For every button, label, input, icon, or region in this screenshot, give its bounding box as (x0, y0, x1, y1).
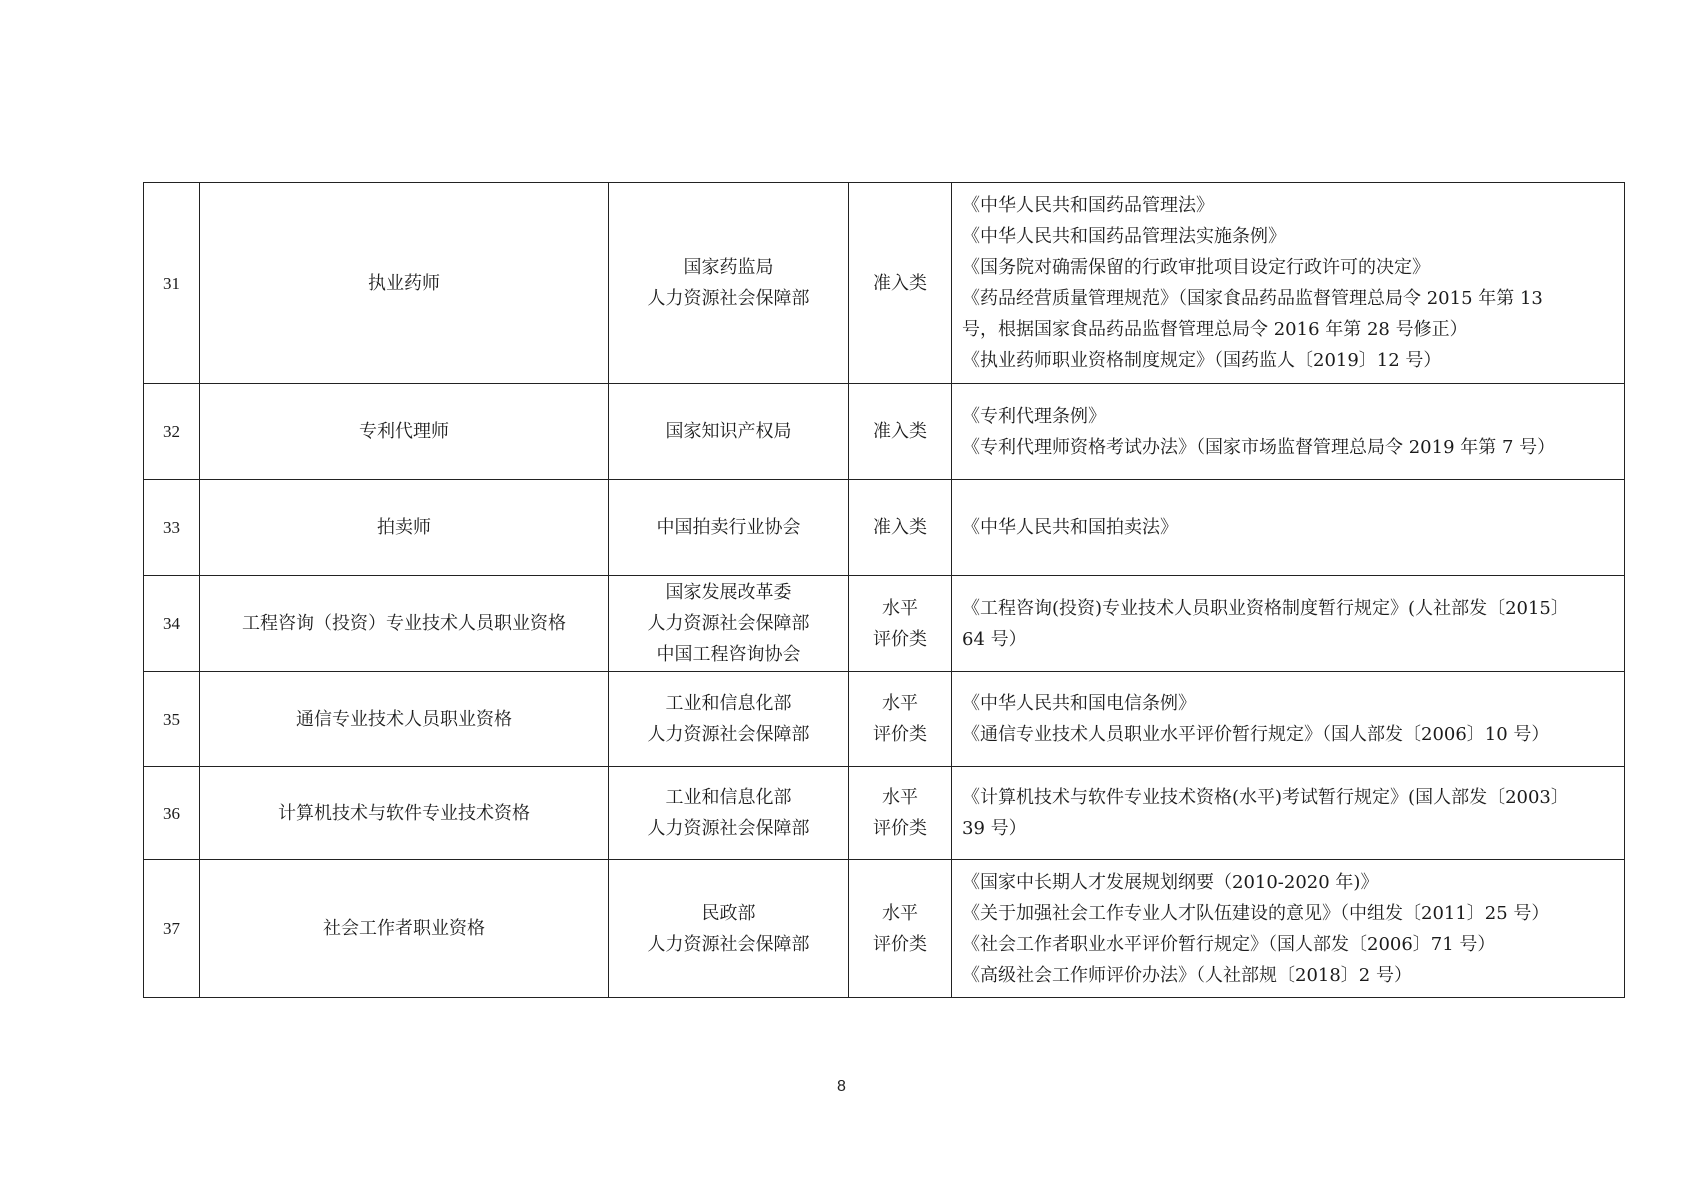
department-cell (609, 576, 849, 672)
basis-line: 《通信专业技术人员职业水平评价暂行规定》（国人部发〔2006〕10 号） (962, 724, 1550, 745)
basis-line: 39 号） (962, 818, 1027, 839)
category: 准入类 (873, 272, 927, 294)
basis-line: 《关于加强社会工作专业人才队伍建设的意见》（中组发〔2011〕25 号） (962, 902, 1550, 924)
basis-cell (952, 480, 1625, 576)
basis-line: 《中华人民共和国药品管理法》 (962, 195, 1214, 216)
basis-line: 《药品经营质量管理规范》（国家食品药品监督管理总局令 2015 年第 13 (962, 288, 1543, 309)
basis-cell (952, 384, 1625, 480)
category: 水平 (882, 902, 918, 924)
row-number: 37 (144, 860, 200, 998)
department-cell (609, 384, 849, 480)
row-number: 34 (144, 576, 200, 672)
basis-cell (952, 183, 1625, 384)
basis-line: 64 号） (962, 628, 1027, 650)
category-cell (849, 767, 952, 860)
table-row (144, 480, 1625, 576)
department-cell (609, 672, 849, 767)
qualification-name: 工程咨询（投资）专业技术人员职业资格 (200, 576, 609, 672)
department-cell (609, 183, 849, 384)
category: 水平 (882, 597, 918, 619)
basis-line: 《专利代理师资格考试办法》（国家市场监督管理总局令 2019 年第 7 号） (962, 436, 1556, 458)
category: 评价类 (873, 724, 927, 745)
department-cell (609, 480, 849, 576)
basis-line: 《社会工作者职业水平评价暂行规定》（国人部发〔2006〕71 号） (962, 933, 1496, 955)
department: 人力资源社会保障部 (647, 288, 810, 309)
qualification-name: 通信专业技术人员职业资格 (200, 672, 609, 767)
qualification-name: 社会工作者职业资格 (200, 860, 609, 998)
category: 准入类 (873, 517, 927, 538)
table-row (144, 384, 1625, 480)
category-cell (849, 672, 952, 767)
department: 人力资源社会保障部 (647, 724, 810, 745)
basis-line: 《中华人民共和国拍卖法》 (962, 517, 1178, 538)
table-row (144, 183, 1625, 384)
basis-line: 《专利代理条例》 (962, 405, 1106, 427)
basis-line: 《高级社会工作师评价办法》（人社部规〔2018〕2 号） (962, 964, 1412, 986)
category: 评价类 (873, 933, 927, 955)
table-row (144, 767, 1625, 860)
category: 水平 (882, 693, 918, 714)
basis-cell (952, 576, 1625, 672)
basis-line: 《国家中长期人才发展规划纲要（2010-2020 年)》 (962, 871, 1379, 893)
department: 人力资源社会保障部 (647, 933, 810, 955)
qualification-name: 执业药师 (200, 183, 609, 384)
department: 人力资源社会保障部 (647, 613, 810, 634)
basis-line: 《计算机技术与软件专业技术资格(水平)考试暂行规定》(国人部发〔2003〕 (962, 787, 1569, 808)
department: 中国工程咨询协会 (656, 644, 801, 665)
qualification-name: 计算机技术与软件专业技术资格 (200, 767, 609, 860)
category: 准入类 (873, 421, 927, 442)
basis-line: 《国务院对确需保留的行政审批项目设定行政许可的决定》 (962, 257, 1430, 278)
category-cell (849, 183, 952, 384)
basis-cell (952, 672, 1625, 767)
basis-cell (952, 767, 1625, 860)
category-cell (849, 576, 952, 672)
department: 国家药监局 (683, 257, 774, 278)
basis-line: 号，根据国家食品药品监督管理总局令 2016 年第 28 号修正） (962, 319, 1468, 340)
department-cell (609, 860, 849, 998)
row-number: 32 (144, 384, 200, 480)
department: 工业和信息化部 (665, 693, 792, 714)
qualification-name: 专利代理师 (200, 384, 609, 480)
row-number: 33 (144, 480, 200, 576)
department: 中国拍卖行业协会 (656, 517, 801, 538)
department: 工业和信息化部 (665, 787, 792, 808)
row-number: 35 (144, 672, 200, 767)
basis-line: 《中华人民共和国电信条例》 (962, 693, 1196, 714)
category-cell (849, 384, 952, 480)
category-cell (849, 860, 952, 998)
table-row (144, 672, 1625, 767)
table-row (144, 860, 1625, 998)
basis-line: 《执业药师职业资格制度规定》（国药监人〔2019〕12 号） (962, 350, 1442, 371)
category-cell (849, 480, 952, 576)
category: 评价类 (873, 628, 927, 650)
table-row (144, 576, 1625, 672)
qualification-name: 拍卖师 (200, 480, 609, 576)
page-number: 8 (837, 1078, 846, 1095)
category: 评价类 (873, 818, 927, 839)
department-cell (609, 767, 849, 860)
row-number: 31 (144, 183, 200, 384)
category: 水平 (882, 787, 918, 808)
basis-line: 《工程咨询(投资)专业技术人员职业资格制度暂行规定》(人社部发〔2015〕 (962, 597, 1569, 619)
basis-line: 《中华人民共和国药品管理法实施条例》 (962, 226, 1286, 247)
department: 人力资源社会保障部 (647, 818, 810, 839)
department: 民政部 (701, 902, 756, 924)
row-number: 36 (144, 767, 200, 860)
department: 国家知识产权局 (665, 421, 792, 442)
basis-cell (952, 860, 1625, 998)
department: 国家发展改革委 (665, 582, 792, 603)
qualification-table (143, 182, 1625, 998)
